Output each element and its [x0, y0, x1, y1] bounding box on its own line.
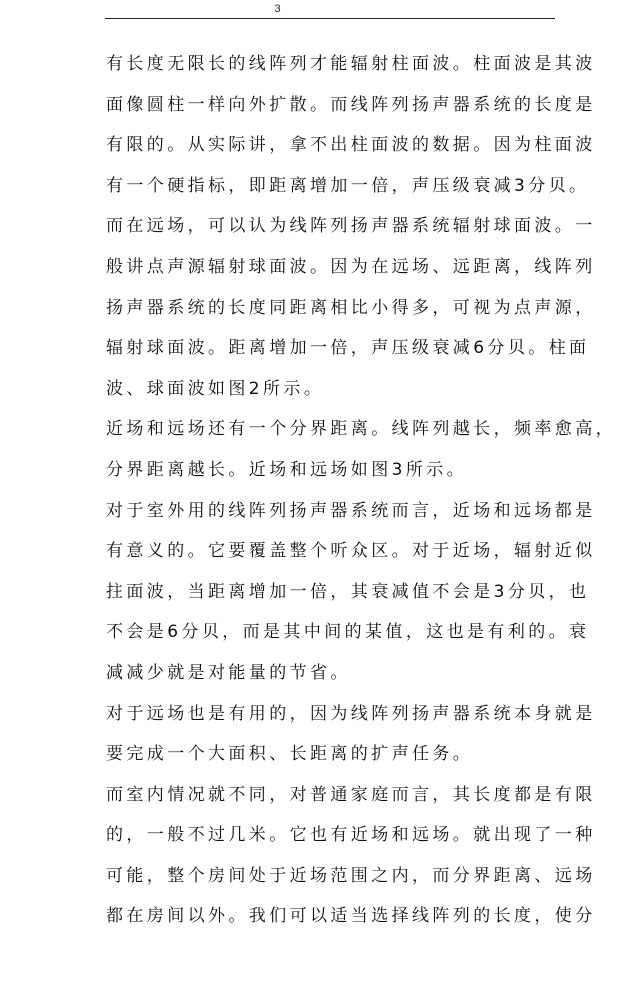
- header-rule: [105, 18, 555, 19]
- text-line: 有意义的。它要覆盖整个听众区。对于近场，辐射近似: [106, 541, 596, 562]
- text-line: 拄面波，当距离增加一倍，其衰减值不会是3分贝，也: [106, 581, 590, 602]
- text-line: 有一个硬指标，即距离增加一倍，声压级衰减3分贝。: [106, 175, 590, 196]
- text-line: 对于远场也是有用的，因为线阵列扬声器系统本身就是: [106, 703, 596, 724]
- text-line: 波、球面波如图2所示。: [106, 378, 325, 399]
- text-line: 有长度无限长的线阵列才能辐射柱面波。柱面波是其波: [106, 54, 596, 74]
- text-line: 而在远场，可以认为线阵列扬声器系统辐射球面波。一: [106, 216, 596, 237]
- text-line: 的，一般不过几米。它也有近场和远场。就出现了一种: [106, 825, 596, 846]
- text-line: 辐射球面波。距离增加一倍，声压级衰减6分贝。柱面: [106, 338, 590, 359]
- document-body: [106, 44, 616, 937]
- text-line: 分界距离越长。近场和远场如图3所示。: [106, 459, 468, 480]
- text-line: 减减少就是对能量的节省。: [106, 662, 351, 683]
- text-line: 而室内情况就不同，对普通家庭而言，其长度都是有限: [106, 784, 596, 805]
- text-line: 有限的。从实际讲，拿不出柱面波的数据。因为柱面波: [106, 135, 596, 156]
- text-line: 般讲点声源辐射球面波。因为在远场、远距离，线阵列: [106, 256, 596, 277]
- text-line: 不会是6分贝，而是其中间的某值，这也是有利的。衰: [106, 622, 590, 643]
- text-line: 都在房间以外。我们可以适当选择线阵列的长度，使分: [106, 906, 596, 927]
- text-line: 要完成一个大面积、长距离的扩声任务。: [106, 744, 474, 765]
- text-line: 对于室外用的线阵列扬声器系统而言，近场和远场都是: [106, 500, 596, 521]
- page-number: 3: [274, 3, 281, 15]
- text-line: 面像圆柱一样向外扩散。而线阵列扬声器系统的长度是: [106, 94, 596, 115]
- text-line: 近场和远场还有一个分界距离。线阵列越长，频率愈高，: [106, 419, 616, 440]
- text-line: 可能，整个房间处于近场范围之内，而分界距离、远场: [106, 865, 596, 886]
- text-line: 扬声器系统的长度同距离相比小得多，可视为点声源，: [106, 297, 596, 318]
